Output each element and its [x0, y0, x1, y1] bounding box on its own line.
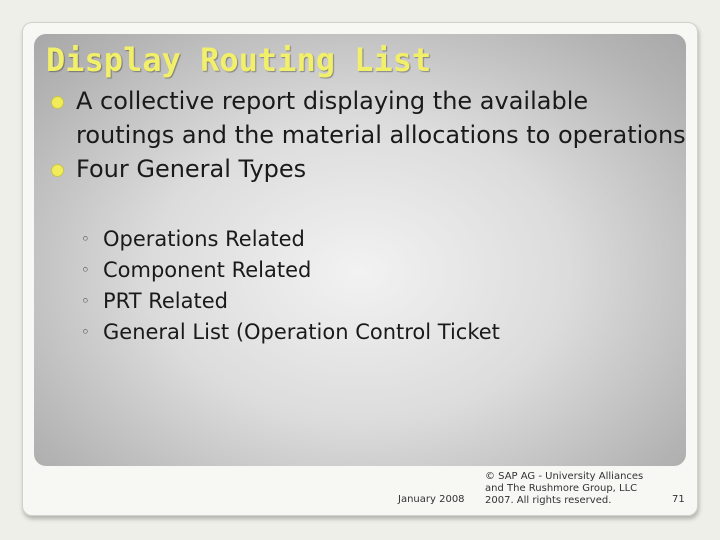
sub-bullet-item [81, 224, 663, 255]
footer-date: January 2008 [398, 494, 465, 505]
bullet-text: A collective report displaying the available routings and the material allocations to operations [76, 87, 686, 149]
circle-bullet-icon: ◦ [81, 292, 90, 310]
sub-bullet-text: Component Related [103, 258, 312, 282]
copyright-line: 2007. All rights reserved. [485, 495, 612, 506]
sub-bullet-item [81, 286, 663, 317]
copyright-line: © SAP AG - University Alliances [485, 471, 644, 482]
sub-bullet-text: General List (Operation Control Ticket [103, 320, 500, 344]
sub-bullet-item [81, 317, 663, 348]
sub-bullet-text: Operations Related [103, 227, 305, 251]
slide-title: Display Routing List [46, 41, 432, 79]
page-number: 71 [672, 494, 685, 505]
sub-bullet-text: PRT Related [103, 289, 228, 313]
copyright-line: and The Rushmore Group, LLC [485, 483, 638, 494]
bullet-list [76, 84, 686, 186]
circle-bullet-icon: ◦ [81, 323, 90, 341]
circle-bullet-icon: ◦ [81, 230, 90, 248]
sub-bullet-list [81, 224, 663, 348]
bullet-item [76, 84, 686, 152]
bullet-dot-icon [51, 164, 64, 177]
bullet-text: Four General Types [76, 155, 307, 183]
bullet-item [76, 152, 686, 186]
circle-bullet-icon: ◦ [81, 261, 90, 279]
footer-copyright [485, 471, 660, 507]
sub-bullet-item [81, 255, 663, 286]
bullet-dot-icon [51, 96, 64, 109]
